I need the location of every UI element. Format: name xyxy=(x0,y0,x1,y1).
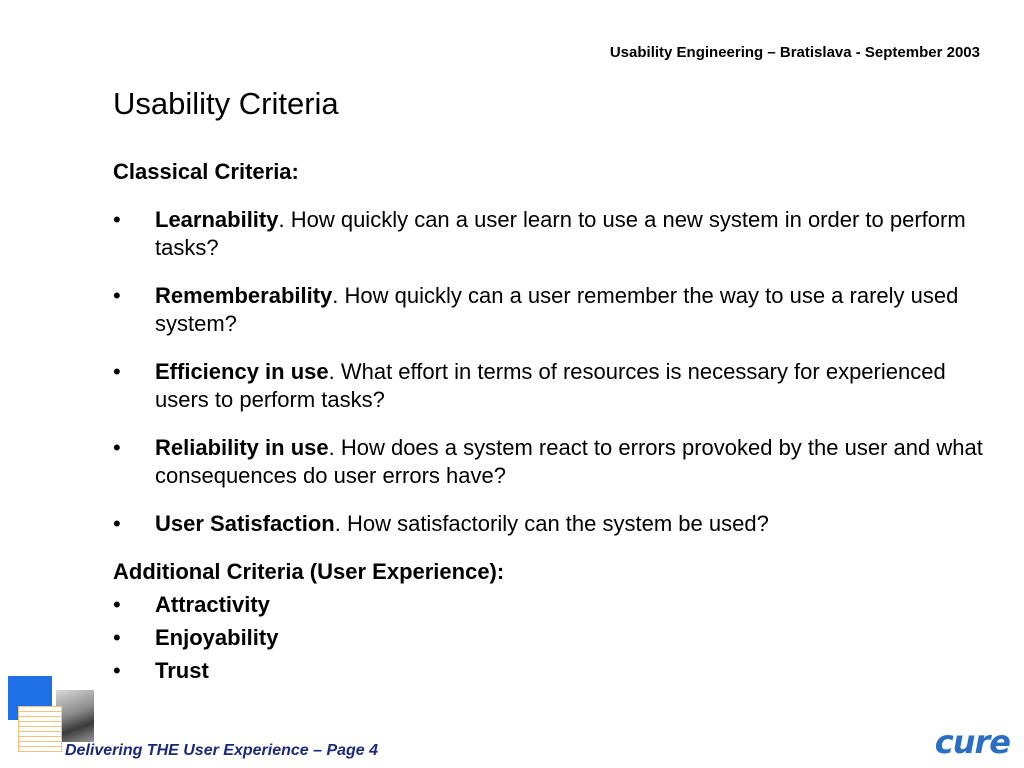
criterion-term: Efficiency in use xyxy=(155,359,329,384)
slide-content xyxy=(113,158,993,685)
bullet: • xyxy=(113,207,121,232)
criterion-term: Reliability in use xyxy=(155,435,329,460)
cure-logo: cure xyxy=(934,723,1010,761)
lined-paper-icon xyxy=(18,706,62,752)
additional-criteria-heading: Additional Criteria (User Experience): xyxy=(113,559,505,584)
list-item xyxy=(113,282,993,338)
footer-text: Delivering THE User Experience – Page 4 xyxy=(65,742,379,759)
list-item xyxy=(113,624,993,652)
list-item xyxy=(113,206,993,262)
criterion-description: . How quickly can a user remember the way to use a rarely used system? xyxy=(155,283,959,336)
criterion-description: . How does a system react to errors provoked by the user and what consequences do user errors have? xyxy=(155,435,983,488)
bullet: • xyxy=(113,435,121,460)
bullet: • xyxy=(113,592,121,617)
bullet: • xyxy=(113,658,121,683)
bullet: • xyxy=(113,625,121,650)
slide-title: Usability Criteria xyxy=(113,86,339,121)
additional-criteria-list xyxy=(113,591,993,685)
criterion-description: . What effort in terms of resources is necessary for experienced users to perform tasks? xyxy=(155,359,946,412)
criterion-term: Rememberability xyxy=(155,283,333,308)
list-item xyxy=(113,591,993,619)
list-item xyxy=(113,657,993,685)
criterion-description: . How satisfactorily can the system be used? xyxy=(334,511,769,536)
list-item xyxy=(113,510,993,538)
list-item xyxy=(113,358,993,414)
classical-criteria-list xyxy=(113,206,993,538)
bullet: • xyxy=(113,511,121,536)
criterion-term: Learnability xyxy=(155,207,279,232)
header-meta: Usability Engineering – Bratislava - September 2003 xyxy=(609,44,980,61)
list-item xyxy=(113,434,993,490)
bullet: • xyxy=(113,359,121,384)
bullet: • xyxy=(113,283,121,308)
additional-criterion: Trust xyxy=(155,658,209,683)
criterion-term: User Satisfaction xyxy=(155,511,335,536)
classical-criteria-heading: Classical Criteria: xyxy=(113,159,299,184)
additional-criterion: Attractivity xyxy=(155,592,270,617)
criterion-description: . How quickly can a user learn to use a new system in order to perform tasks? xyxy=(155,207,966,260)
additional-criterion: Enjoyability xyxy=(155,625,279,650)
